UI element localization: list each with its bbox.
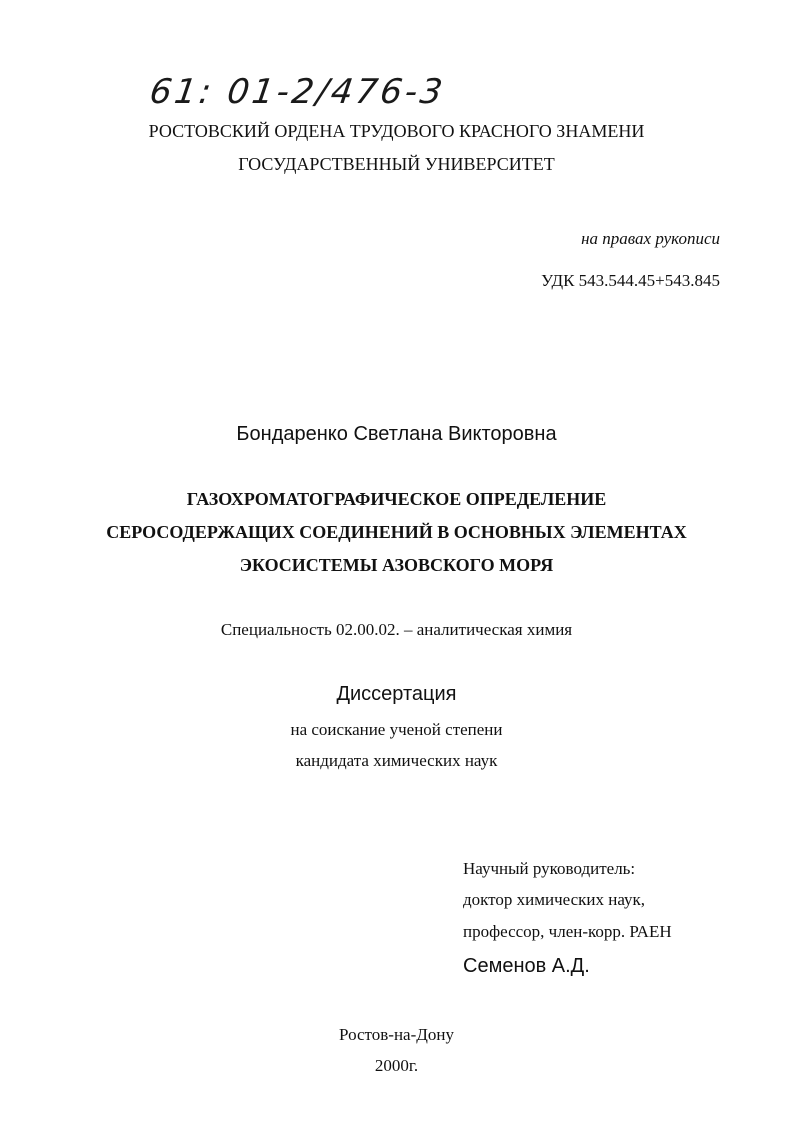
supervisor-position: профессор, член-корр. РАЕН: [463, 922, 672, 941]
thesis-title-line-2: СЕРОСОДЕРЖАЩИХ СОЕДИНЕНИЙ В ОСНОВНЫХ ЭЛЕМЕНТАХ: [106, 522, 687, 542]
archive-handwritten-mark: 61: 01-2/476-3: [147, 72, 448, 112]
year: 2000г.: [374, 1056, 419, 1075]
thesis-title-line-1: ГАЗОХРОМАТОГРАФИЧЕСКОЕ ОПРЕДЕЛЕНИЕ: [186, 489, 607, 509]
thesis-title-line-3: ЭКОСИСТЕМЫ АЗОВСКОГО МОРЯ: [239, 555, 554, 575]
institution-line-1: РОСТОВСКИЙ ОРДЕНА ТРУДОВОГО КРАСНОГО ЗНАМЕНИ: [148, 121, 645, 141]
institution-line-2: ГОСУДАРСТВЕННЫЙ УНИВЕРСИТЕТ: [238, 154, 555, 174]
specialty: Специальность 02.00.02. – аналитическая химия: [220, 620, 573, 639]
work-type: Диссертация: [336, 683, 457, 705]
city: Ростов-на-Дону: [339, 1025, 454, 1044]
supervisor-degree: доктор химических наук,: [463, 890, 646, 909]
author-name: Бондаренко Светлана Викторовна: [236, 423, 557, 445]
degree-line-2: кандидата химических наук: [295, 751, 498, 770]
degree-line-1: на соискание ученой степени: [290, 720, 503, 739]
rights-note: на правах рукописи: [581, 229, 720, 248]
supervisor-label: Научный руководитель:: [463, 859, 636, 878]
udc-code: УДК 543.544.45+543.845: [541, 271, 720, 290]
supervisor-name: Семенов А.Д.: [463, 955, 590, 977]
